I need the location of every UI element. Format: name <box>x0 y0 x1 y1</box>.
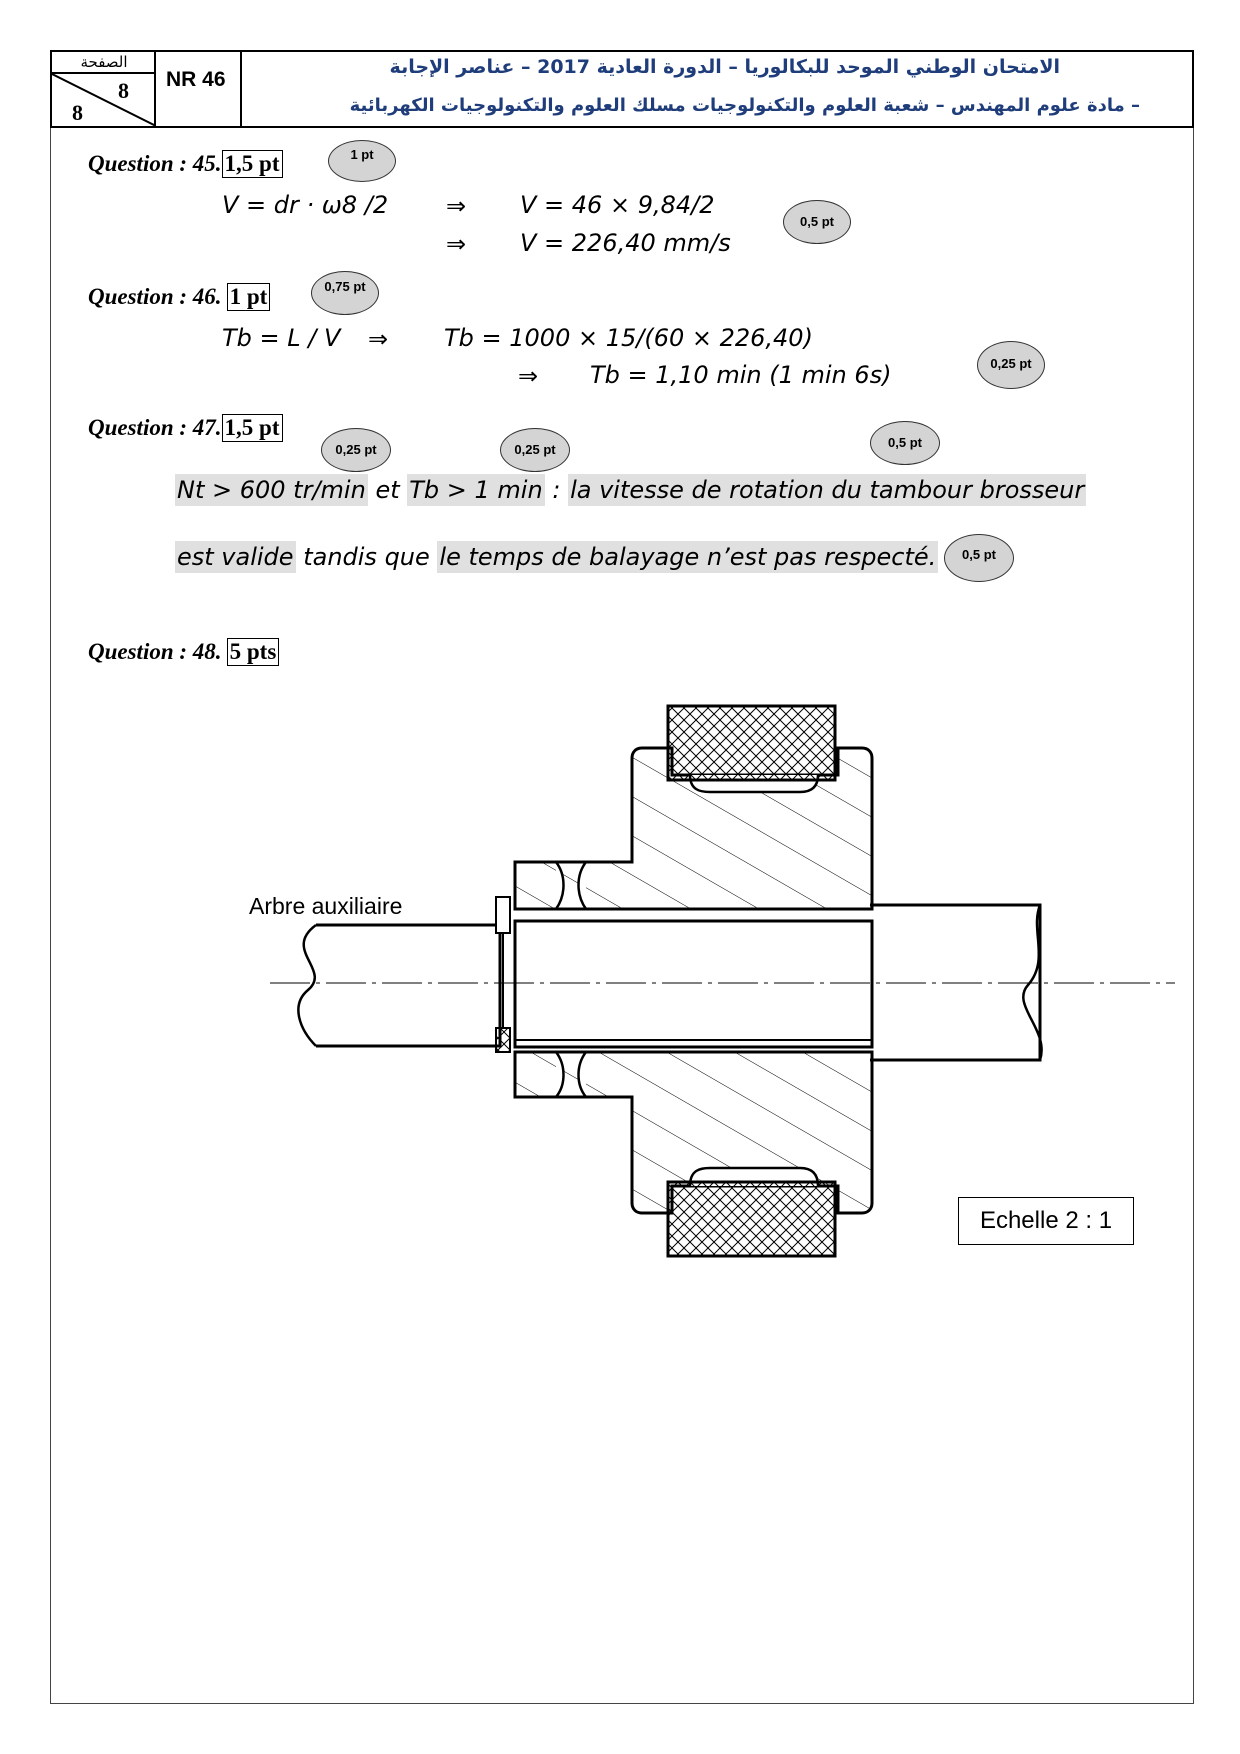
q47-conclusion-time: le temps de balayage n’est pas respecté. <box>439 543 937 571</box>
q47-bubble-3: 0,5 pt <box>870 421 940 465</box>
q46-arrow-1: ⇒ <box>368 325 389 353</box>
q46-arrow-2: ⇒ <box>518 362 539 390</box>
q47-valid: est valide <box>177 543 294 571</box>
q45-formula: V = dr · ω8 /2 <box>222 191 389 219</box>
question-48-label: Question : 48. <box>88 639 222 664</box>
q45-bubble-2: 0,5 pt <box>783 200 851 244</box>
header-subtitle: – مادة علوم المهندس – شعبة العلوم والتكنولوجيات مسلك العلوم والتكنولوجيات الكهربائية <box>349 95 1140 116</box>
page-current: 8 <box>118 78 129 103</box>
gear-hub <box>515 748 872 1213</box>
q46-calc: Tb = 1000 × 15/(60 × 226,40) <box>444 324 813 352</box>
q46-formula: Tb = L / V <box>222 324 341 352</box>
q47-condition-nt: Nt > 600 tr/min <box>177 476 366 504</box>
shaft-label: Arbre auxiliaire <box>249 893 403 919</box>
page-label: الصفحة <box>52 52 156 74</box>
page-total: 8 <box>72 100 83 125</box>
q47-connector-et: et <box>375 476 400 504</box>
washer-top <box>496 897 510 933</box>
q45-result: V = 226,40 mm/s <box>520 229 731 257</box>
q47-conclusion-speed: la vitesse de rotation du tambour brosseur <box>570 476 1085 504</box>
q47-bubble-1: 0,25 pt <box>321 428 391 472</box>
scale-box: Echelle 2 : 1 <box>958 1197 1134 1245</box>
q45-bubble-1: 1 pt <box>328 140 396 182</box>
question-48-points: 5 pts <box>227 638 280 666</box>
q47-bubble-4: 0,5 pt <box>944 534 1014 582</box>
question-47-label: Question : 47. <box>88 415 222 440</box>
washer-bottom <box>496 1028 510 1052</box>
q47-connector-tandis: tandis que <box>303 543 430 571</box>
exam-code: NR 46 <box>166 68 226 91</box>
question-46-points: 1 pt <box>227 283 271 311</box>
q46-result: Tb = 1,10 min (1 min 6s) <box>590 361 892 389</box>
question-47-points: 1,5 pt <box>222 414 283 442</box>
lower-ring <box>668 1182 835 1256</box>
q46-bubble-2: 0,25 pt <box>977 341 1045 389</box>
q45-calc: V = 46 × 9,84/2 <box>520 191 715 219</box>
q46-bubble-1: 0,75 pt <box>311 271 379 315</box>
q47-bubble-2: 0,25 pt <box>500 428 570 472</box>
header-title: الامتحان الوطني الموحد للبكالوريا – الدورة العادية 2017 – عناصر الإجابة <box>389 56 1060 78</box>
q47-condition-tb: Tb > 1 min <box>409 476 543 504</box>
question-45-label: Question : 45. <box>88 151 222 176</box>
question-46-label: Question : 46. <box>88 284 222 309</box>
q47-colon: : <box>552 476 561 504</box>
q45-arrow-1: ⇒ <box>446 192 467 220</box>
upper-ring <box>668 706 835 780</box>
q45-arrow-2: ⇒ <box>446 230 467 258</box>
question-45-points: 1,5 pt <box>222 150 283 178</box>
